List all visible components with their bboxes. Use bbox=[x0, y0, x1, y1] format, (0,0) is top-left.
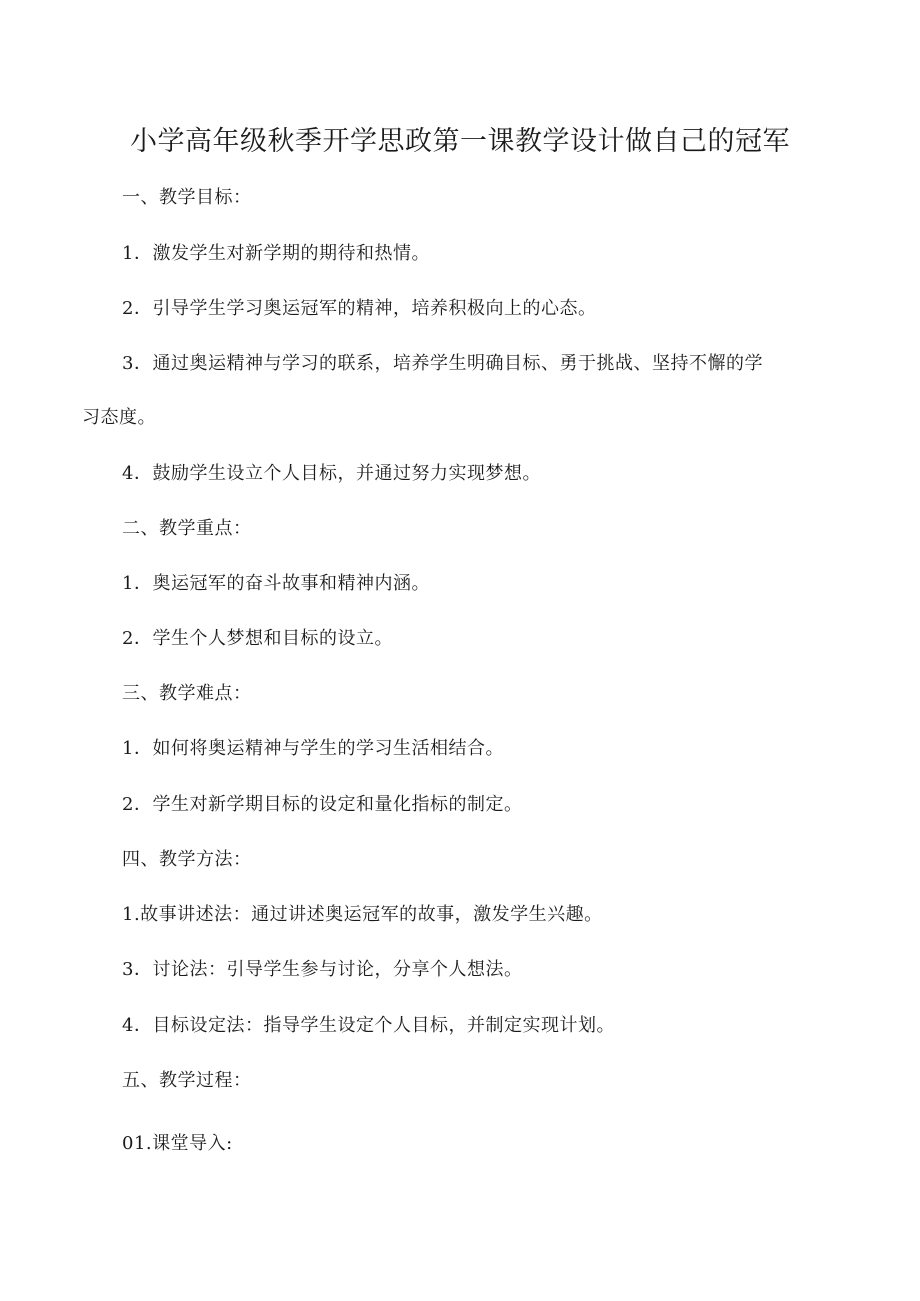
section-heading-process: 五、教学过程： bbox=[122, 1070, 252, 1091]
document-title: 小学高年级秋季开学思政第一课教学设计做自己的冠军 bbox=[130, 126, 790, 157]
process-item-01: 01.课堂导入: bbox=[122, 1133, 233, 1154]
method-item-1: 1.故事讲述法：通过讲述奥运冠军的故事，激发学生兴趣。 bbox=[122, 904, 603, 925]
section-heading-difficulties: 三、教学难点： bbox=[122, 683, 252, 704]
objective-item-3: 3．通过奥运精神与学习的联系，培养学生明确目标、勇于挑战、坚持不懈的学 bbox=[122, 353, 763, 374]
objective-item-4: 4．鼓励学生设立个人目标，并通过努力实现梦想。 bbox=[122, 463, 541, 484]
difficulty-item-2: 2．学生对新学期目标的设定和量化指标的制定。 bbox=[122, 794, 523, 815]
objective-item-1: 1．激发学生对新学期的期待和热情。 bbox=[122, 243, 430, 264]
section-heading-objectives: 一、教学目标： bbox=[122, 187, 252, 208]
objective-item-2: 2．引导学生学习奥运冠军的精神，培养积极向上的心态。 bbox=[122, 298, 597, 319]
difficulty-item-1: 1．如何将奥运精神与学生的学习生活相结合。 bbox=[122, 738, 504, 759]
objective-item-3-continued: 习态度。 bbox=[82, 407, 156, 428]
method-item-3: 3．讨论法：引导学生参与讨论，分享个人想法。 bbox=[122, 959, 523, 980]
section-heading-key-points: 二、教学重点： bbox=[122, 518, 252, 539]
key-point-item-1: 1．奥运冠军的奋斗故事和精神内涵。 bbox=[122, 573, 430, 594]
section-heading-methods: 四、教学方法： bbox=[122, 849, 252, 870]
method-item-4: 4．目标设定法：指导学生设定个人目标，并制定实现计划。 bbox=[122, 1015, 615, 1036]
key-point-item-2: 2．学生个人梦想和目标的设立。 bbox=[122, 628, 393, 649]
